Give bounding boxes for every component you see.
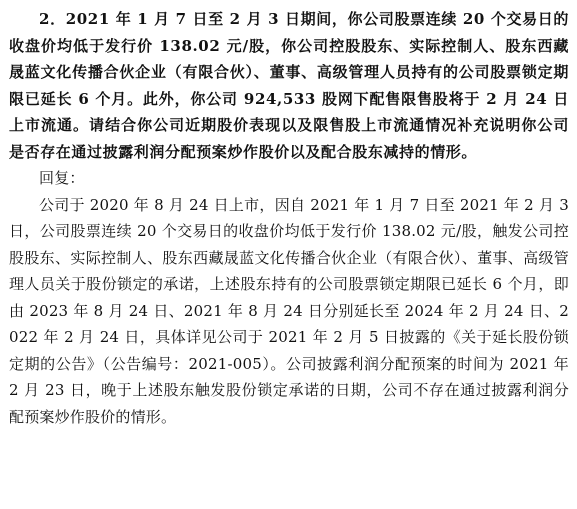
answer-paragraph: 公司于 2020 年 8 月 24 日上市，因自 2021 年 1 月 7 日至 2021 年 2 月 3 日，公司股票连续 20 个交易日的收盘价均低于发行价 138.02 元/股，触发公司控股股东、实际控制人、股东西藏晟蓝文化传播合伙企业（有限合伙）、董事、高级管理人员关于股份锁定的承诺，上述股东持有的公司股票锁定期限已延长 6 个月，即由 2023 年 8 月 24 日、2021 年 8 月 24 日分别延长至 2024 年 2 月 24 日、2022 年 2 月 24 日，具体详见公司于 2021 年 2 月 5 日披露的《关于延长股份锁定期的公告》（公告编号：2021-005）。公司披露利润分配预案的时间为 2021 年 2 月 23 日，晚于上述股东触发股份锁定承诺的日期，公司不存在通过披露利润分配预案炒作股价的情形。: [9, 195, 569, 426]
question-paragraph: 2．2021 年 1 月 7 日至 2 月 3 日期间，你公司股票连续 20 个交易日的收盘价均低于发行价 138.02 元/股，你公司控股股东、实际控制人、股东西藏晟蓝文化传播合伙企业（有限合伙）、董事、高级管理人员持有的公司股票锁定期限已延长 6 个月。此外，你公司 924,533 股网下配售限售股将于 2 月 24 日上市流通。请结合你公司近期股价表现以及限售股上市流通情况补充说明你公司是否存在通过披露利润分配预案炒作股价以及配合股东减持的情形。: [9, 10, 569, 161]
reply-label: 回复：: [39, 169, 85, 187]
